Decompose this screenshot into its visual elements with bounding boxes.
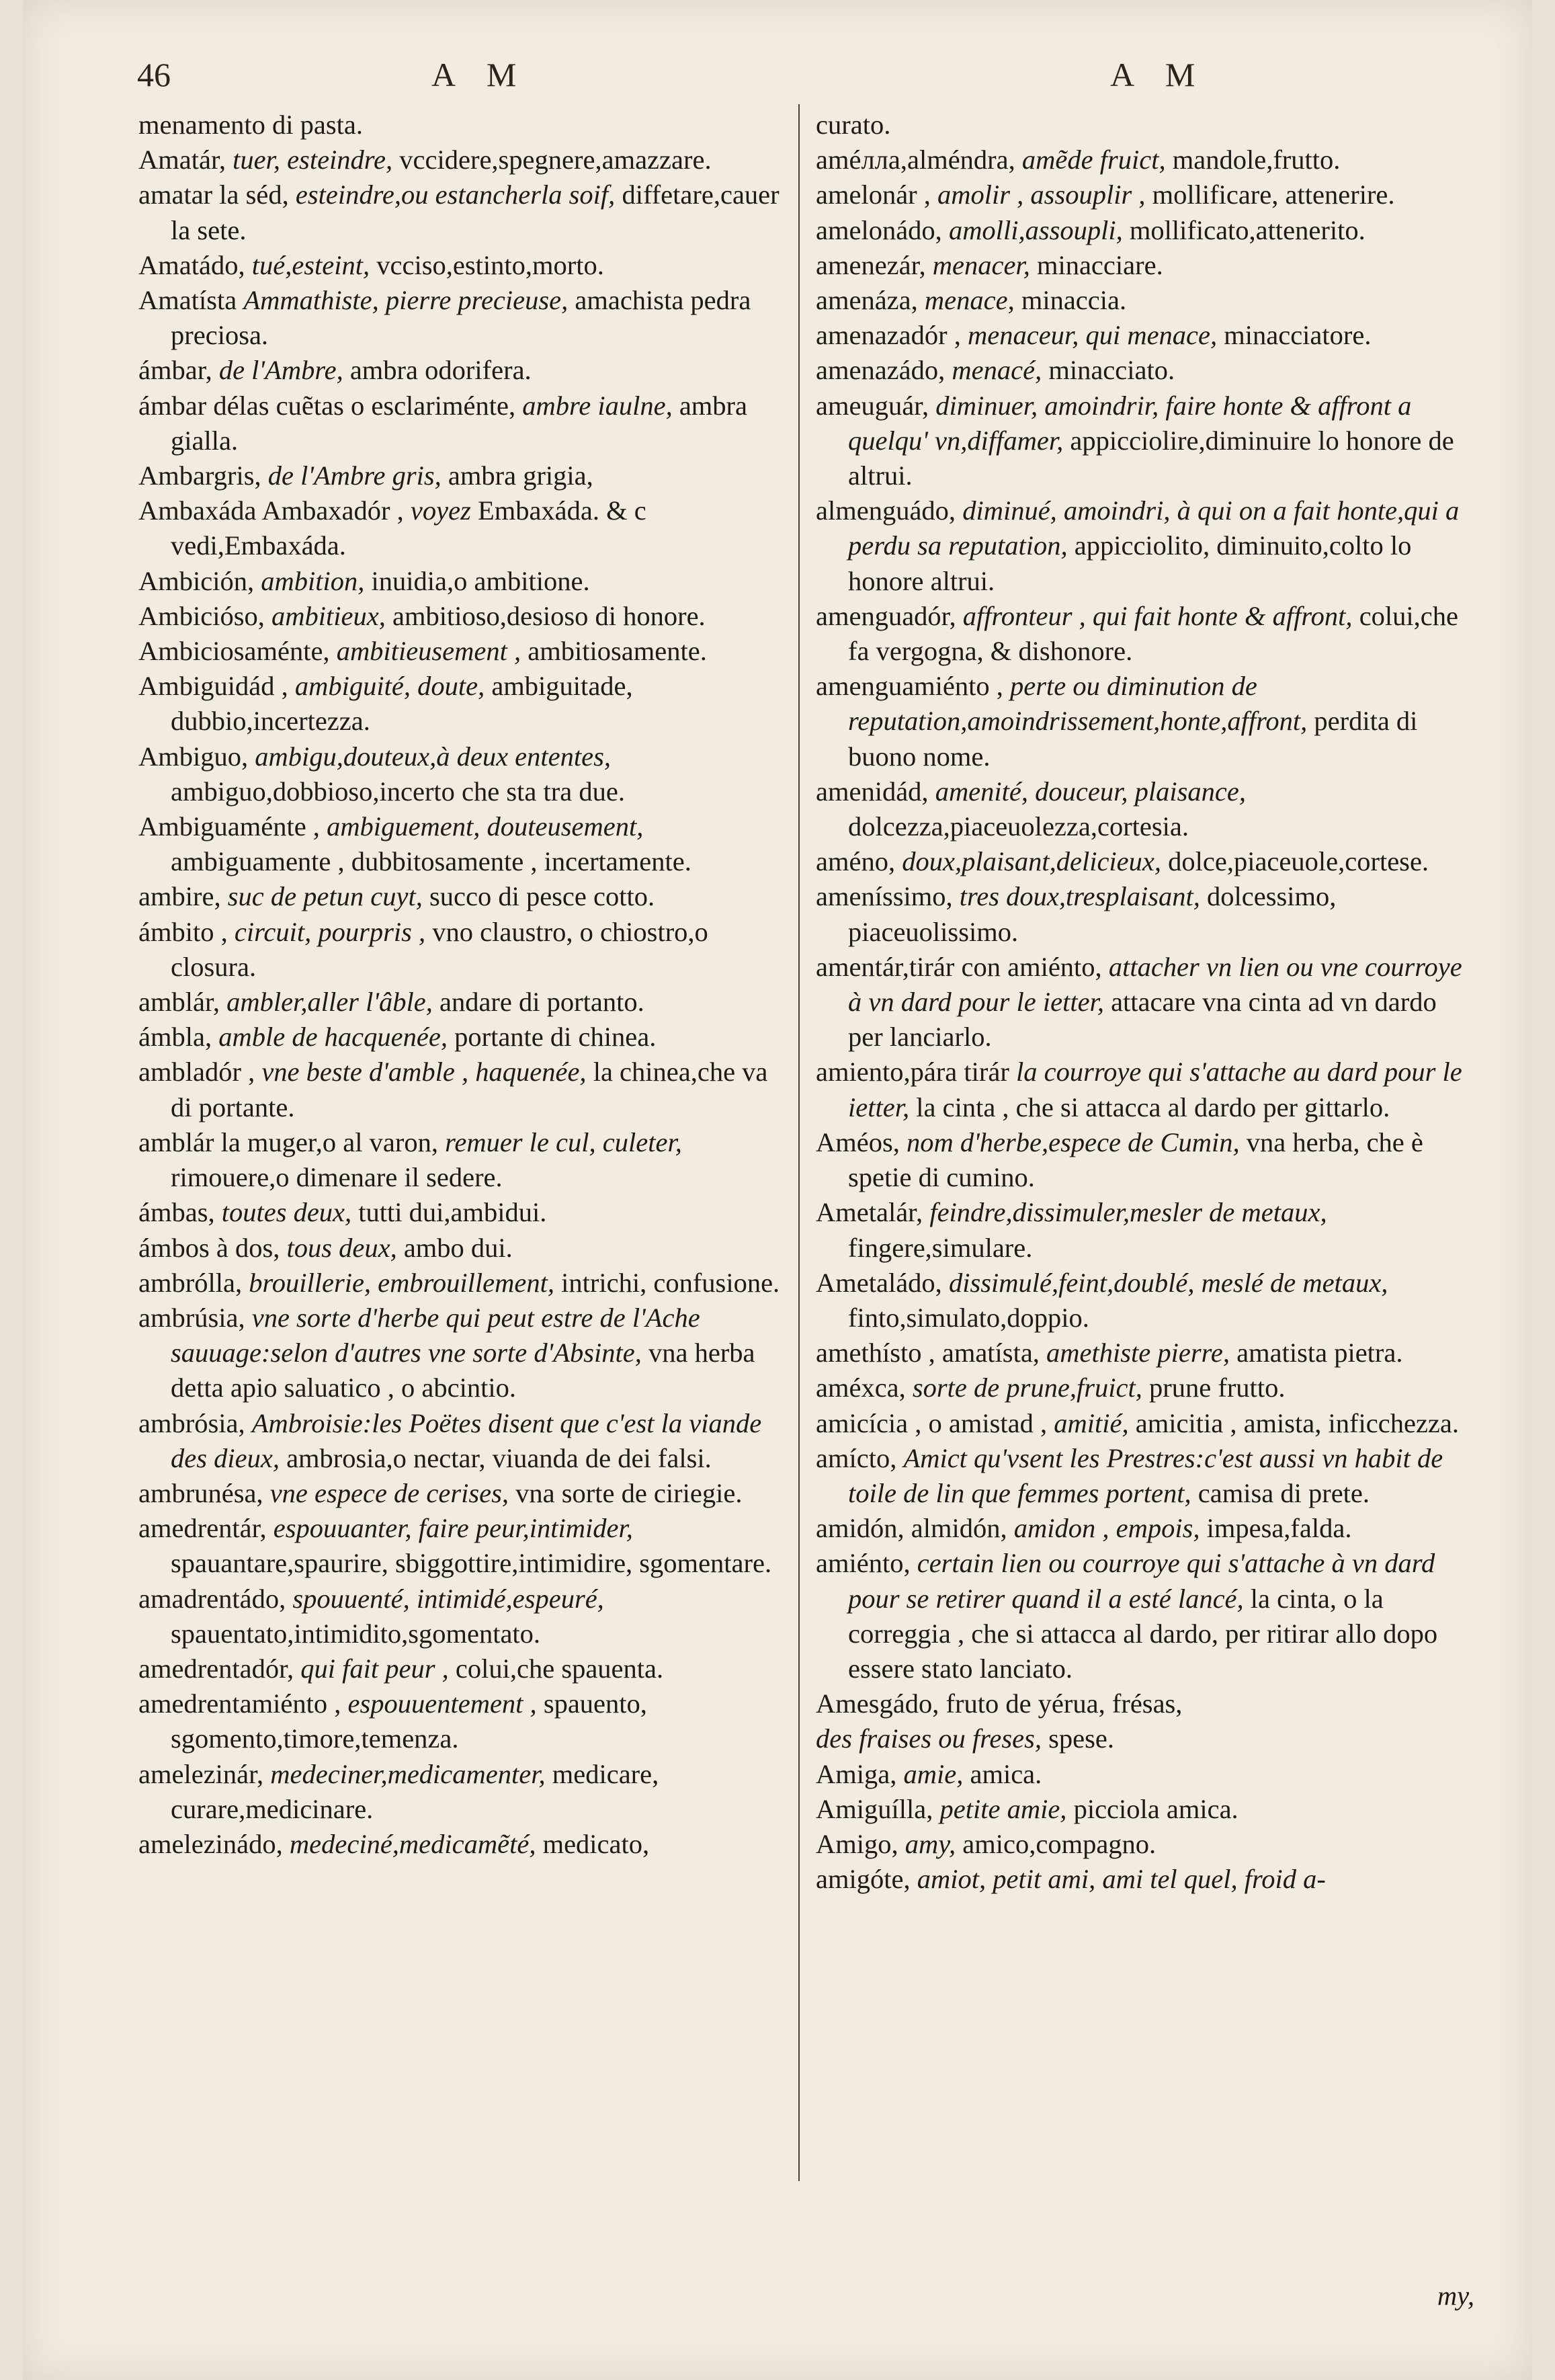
dictionary-entry [816, 844, 1474, 879]
entry-head: amicícia , o amistad , [816, 1407, 1048, 1438]
entry-it: minacciatore. [1224, 320, 1372, 351]
entry-it: spauento, sgomento,timore,temenza. [171, 1688, 647, 1754]
entry-it: ambra gialla. [171, 390, 748, 456]
entry-it: medicare, curare,medicinare. [171, 1758, 659, 1824]
entry-it: amicitia , amista, inficchezza. [1135, 1407, 1460, 1438]
entry-it: spauantare,spaurire, sbiggottire,intimidire, sgomentare. [171, 1548, 772, 1579]
dictionary-entry [816, 1336, 1474, 1370]
entry-head: Ambiguidád , [138, 671, 288, 702]
entry-fr: amolir , assouplir , [937, 179, 1146, 210]
page-number: 46 [137, 56, 171, 93]
entry-it: finto,simulato,doppio. [848, 1302, 1089, 1333]
entry-fr: doux,plaisant,delicieux, [902, 846, 1161, 877]
entry-head: améлла,alméndra, [816, 145, 1015, 175]
entry-fr: amble de hacquenée, [218, 1022, 448, 1053]
dictionary-entry [138, 1301, 784, 1406]
dictionary-entry [138, 1231, 784, 1266]
entry-head: amatar la séd, [138, 179, 289, 210]
entry-head: amedrentár, [138, 1513, 267, 1544]
entry-fr: ambre iaulne, [522, 390, 673, 421]
entry-head: amethísto , amatísta, [816, 1338, 1040, 1368]
entry-head: amblár, [138, 987, 220, 1018]
entry-fr: ambigu,douteux,à deux ententes, [255, 741, 611, 772]
entry-it: ambra odorifera. [349, 355, 532, 386]
entry-fr: amolli,assoupli, [948, 214, 1123, 245]
entry-it: minacciato. [1048, 355, 1175, 386]
entry-it: succo di pesce cotto. [429, 881, 655, 912]
entry-it: amica. [970, 1758, 1042, 1789]
entry-fr: menacer, [932, 249, 1030, 280]
entry-head: améxca, [816, 1372, 906, 1403]
entry-head: Ametalár, [816, 1197, 923, 1228]
entry-it: minacciare. [1036, 249, 1163, 280]
dictionary-entry [816, 108, 1474, 142]
dictionary-entry [138, 1651, 784, 1686]
entry-head: curato. [816, 110, 891, 140]
entry-head: Amiga, [816, 1758, 897, 1789]
entry-head: Amesgádo, [816, 1688, 939, 1719]
entry-head: Ambición, [138, 565, 255, 596]
column-divider [798, 104, 800, 2181]
left-column [138, 108, 784, 1862]
entry-it: ambo dui. [403, 1232, 513, 1263]
entry-fr: medeciné,medicamẽté, [289, 1828, 536, 1859]
entry-fr: feindre,dissimuler,mesler de metaux, [929, 1197, 1327, 1228]
entry-head: ameuguár, [816, 390, 929, 421]
entry-fr: petite amie, [939, 1793, 1067, 1824]
entry-fr: ambitieusement , [336, 636, 521, 667]
entry-it: la cinta , che si attacca al dardo per gittarlo. [916, 1092, 1390, 1122]
entry-head: Amatár, [138, 145, 226, 175]
entry-head: Ambiciosaménte, [138, 636, 330, 667]
entry-fr: amie, [903, 1758, 964, 1789]
entry-fr: vne sorte d'herbe qui peut estre de l'Ache sauuage:selon d'autres vne sorte d'Absinte, [171, 1302, 700, 1368]
dictionary-entry [816, 1686, 1474, 1721]
entry-head: ambire, [138, 881, 221, 912]
entry-fr: remuer le cul, culeter, [445, 1126, 682, 1157]
entry-head: amenazádo, [816, 355, 945, 386]
dictionary-entry [816, 142, 1474, 177]
entry-it: prune frutto. [1149, 1372, 1286, 1403]
entry-head: amelezinár, [138, 1758, 264, 1789]
entry-it: amico,compagno. [962, 1828, 1157, 1859]
dictionary-entry [816, 248, 1474, 283]
running-head-left: A M [431, 56, 529, 93]
entry-head: Ambicióso, [138, 600, 265, 631]
dictionary-entry [138, 634, 784, 669]
entry-it: vccidere,spegnere,amazzare. [399, 145, 712, 175]
dictionary-entry [138, 108, 784, 142]
entry-it: colui,che spauenta. [455, 1653, 664, 1684]
dictionary-entry [816, 1125, 1474, 1195]
entry-fr: tuer, esteindre, [233, 145, 393, 175]
dictionary-entry [816, 599, 1474, 669]
entry-head: amenezár, [816, 249, 926, 280]
running-head-right: A M [1110, 56, 1208, 93]
entry-head: ámbar, [138, 355, 212, 386]
dictionary-entry [138, 1406, 784, 1476]
dictionary-entry [138, 599, 784, 634]
entry-it: diffetare,cauer la sete. [171, 179, 780, 245]
entry-fr: menace, [924, 285, 1015, 316]
dictionary-entry [138, 809, 784, 879]
entry-fr: espouuentement , [347, 1688, 537, 1719]
entry-fr: medeciner,medicamenter, [270, 1758, 546, 1789]
dictionary-entry [138, 1266, 784, 1301]
entry-it: perdita di buono nome. [848, 706, 1418, 772]
entry-head: amedrentamiénto , [138, 1688, 341, 1719]
entry-fr: dissimulé,feint,doublé, meslé de metaux, [948, 1267, 1388, 1298]
entry-fr: vne espece de cerises, [269, 1477, 509, 1508]
dictionary-entry [816, 1511, 1474, 1546]
dictionary-entry [816, 1441, 1474, 1511]
entry-it: ambiguamente , dubbitosamente , incertamente. [171, 846, 691, 877]
entry-head: amenáza, [816, 285, 918, 316]
dictionary-entry [816, 493, 1474, 599]
entry-it: mandole,frutto. [1172, 145, 1341, 175]
entry-it: ambiguo,dobbioso,incerto che sta tra due. [171, 776, 625, 807]
entry-head: ámbar délas cuẽtas o esclariménte, [138, 390, 516, 421]
entry-it: fingere,simulare. [848, 1232, 1033, 1263]
entry-it: ambiguitade, dubbio,incertezza. [171, 671, 633, 737]
entry-fr: spouuenté, intimidé,espeuré, [292, 1583, 604, 1614]
entry-fr: de l'Ambre gris, [267, 460, 442, 491]
dictionary-entry [816, 213, 1474, 248]
dictionary-entry [816, 1370, 1474, 1405]
dictionary-entry [138, 248, 784, 283]
entry-head: Ambaxáda Ambaxadór , [138, 495, 404, 526]
dictionary-entry [138, 493, 784, 563]
dictionary-entry [138, 388, 784, 458]
entry-fr: ambition, [261, 565, 365, 596]
entry-head: amelezinádo, [138, 1828, 283, 1859]
dictionary-entry [138, 1582, 784, 1651]
dictionary-entry [138, 1476, 784, 1511]
entry-head: amigóte, [816, 1864, 911, 1895]
dictionary-entry [816, 1546, 1474, 1686]
dictionary-entry [816, 1266, 1474, 1336]
dictionary-entry [816, 1757, 1474, 1792]
entry-it: tutti dui,ambidui. [358, 1197, 547, 1228]
right-column [816, 108, 1474, 1897]
entry-it: ambrosia,o nectar, viuanda de dei falsi. [286, 1442, 712, 1473]
entry-head: amiénto, [816, 1548, 911, 1579]
entry-it: inuidia,o ambitione. [371, 565, 590, 596]
dictionary-entry [816, 669, 1474, 774]
entry-fr: de l'Ambre, [218, 355, 343, 386]
entry-fr: perte ou diminution de reputation,amoindrissement,honte,affront, [848, 671, 1308, 737]
entry-fr: menaceur, qui menace, [968, 320, 1218, 351]
dictionary-entry [138, 142, 784, 177]
entry-it: picciola amica. [1073, 1793, 1238, 1824]
dictionary-entry [816, 283, 1474, 318]
entry-head: Amatádo, [138, 249, 245, 280]
entry-head: ambrúsia, [138, 1302, 245, 1333]
entry-it: amachista pedra preciosa. [171, 285, 751, 351]
entry-fr: menacé, [952, 355, 1042, 386]
entry-it: vna herba, che è spetie di cumino. [848, 1126, 1423, 1193]
entry-it: la chinea,che va di portante. [171, 1057, 768, 1122]
dictionary-entry [138, 1020, 784, 1055]
dictionary-entry [816, 177, 1474, 212]
entry-fr: amy, [905, 1828, 956, 1859]
entry-fr: diminuer, amoindrir, faire honte & affront a quelqu' vn,diffamer, [848, 390, 1412, 456]
dictionary-entry [138, 1125, 784, 1195]
entry-fr: ambiguité, doute, [294, 671, 485, 702]
entry-fr: des fraises ou freses, [816, 1723, 1042, 1754]
dictionary-entry [816, 774, 1474, 844]
entry-fr: la courroye qui s'attache au dard pour le ietter, [848, 1057, 1462, 1122]
entry-head: ambrunésa, [138, 1477, 263, 1508]
dictionary-entry [816, 318, 1474, 353]
entry-it: rimouere,o dimenare il sedere. [171, 1162, 503, 1193]
entry-head: Ambargris, [138, 460, 261, 491]
dictionary-entry [816, 1862, 1474, 1897]
entry-fr: Amict qu'vsent les Prestres:c'est aussi vn habit de toile de lin que femmes portent, [848, 1442, 1443, 1508]
entry-it: intrichi, confusione. [561, 1267, 780, 1298]
entry-it: vcciso,estinto,morto. [376, 249, 604, 280]
entry-head: ambladór , [138, 1057, 255, 1088]
dictionary-entry [138, 1055, 784, 1124]
entry-head: Ametaládo, [816, 1267, 942, 1298]
entry-head: Amiguílla, [816, 1793, 933, 1824]
entry-fr: amitié, [1054, 1407, 1129, 1438]
dictionary-entry [816, 353, 1474, 388]
entry-it: la cinta, o la correggia , che si attacca al dardo, per ritirar allo dopo essere stato lanciato. [848, 1583, 1438, 1684]
dictionary-entry [138, 1195, 784, 1230]
dictionary-entry [138, 283, 784, 353]
entry-fr: toutes deux, [221, 1197, 352, 1228]
entry-head: amenguadór, [816, 600, 956, 631]
entry-head: almenguádo, [816, 495, 956, 526]
dictionary-entry [816, 1406, 1474, 1441]
entry-head: ameníssimo, [816, 881, 953, 912]
entry-it: amatista pietra. [1236, 1338, 1403, 1368]
entry-it: camisa di prete. [1197, 1477, 1370, 1508]
entry-fr: amethiste pierre, [1046, 1338, 1230, 1368]
entry-it: medicato, [542, 1828, 650, 1859]
dictionary-entry [138, 739, 784, 809]
entry-fr: tous deux, [286, 1232, 397, 1263]
entry-head: amenazadór , [816, 320, 961, 351]
dictionary-entry [138, 1827, 784, 1862]
entry-fr: esteindre,ou estancherla soif, [295, 179, 616, 210]
entry-fr: amidon , empois, [1013, 1513, 1200, 1544]
entry-head: ámbas, [138, 1197, 215, 1228]
dictionary-entry [816, 1792, 1474, 1827]
entry-fr: sorte de prune,fruict, [912, 1372, 1142, 1403]
entry-fr: certain lien ou courroye qui s'attache à vn dard pour se retirer quand il a esté lancé, [848, 1548, 1435, 1614]
entry-it: dolce,piaceuole,cortese. [1168, 846, 1429, 877]
entry-head: amiento,pára tirár [816, 1057, 1009, 1088]
dictionary-entry [816, 1827, 1474, 1862]
entry-it: mollificare, attenerire. [1152, 179, 1395, 210]
entry-it: appicciolire,diminuire lo honore de altrui. [848, 425, 1454, 491]
entry-fr: ambiguement, douteusement, [327, 811, 644, 842]
entry-it: spese. [1048, 1723, 1114, 1754]
entry-it: dolcessimo, piaceuolissimo. [848, 881, 1337, 947]
entry-head: ambrósia, [138, 1407, 245, 1438]
entry-it: vna sorte de ciriegie. [515, 1477, 743, 1508]
entry-head: amidón, almidón, [816, 1513, 1007, 1544]
entry-head: amícto, [816, 1442, 897, 1473]
entry-head: Amatísta [138, 285, 237, 316]
dictionary-entry [816, 388, 1474, 494]
entry-fr: amiot, petit ami, ami tel quel, froid a- [917, 1864, 1326, 1895]
entry-fr: Ammathiste, pierre precieuse, [243, 285, 569, 316]
entry-it: minaccia. [1021, 285, 1127, 316]
entry-head: amentár,tirár con amiénto, [816, 951, 1102, 982]
dictionary-entry [138, 564, 784, 599]
entry-it: attacare vna cinta ad vn dardo per lanciarlo. [848, 987, 1437, 1053]
entry-fr: amẽde fruict, [1021, 145, 1166, 175]
dictionary-entry [816, 950, 1474, 1055]
entry-head: amelonár , [816, 179, 931, 210]
entry-head: ámbla, [138, 1022, 212, 1053]
dictionary-entry [138, 177, 784, 247]
entry-fr: espouuanter, faire peur,intimider, [273, 1513, 633, 1544]
entry-fr: vne beste d'amble , haquenée, [261, 1057, 587, 1088]
entry-it: fruto de yérua, frésas, [945, 1688, 1183, 1719]
catchword-box [816, 2277, 1474, 2313]
dictionary-entry [138, 669, 784, 739]
entry-fr: qui fait peur , [300, 1653, 449, 1684]
entry-head: amenguamiénto , [816, 671, 1003, 702]
dictionary-entry [816, 1055, 1474, 1124]
entry-head: amblár la muger,o al varon, [138, 1126, 438, 1157]
entry-fr: tres doux,tresplaisant, [959, 881, 1200, 912]
entry-fr: tué,esteint, [251, 249, 370, 280]
entry-it: Embaxáda. & c vedi,Embaxáda. [171, 495, 646, 561]
entry-head: ámbos à dos, [138, 1232, 280, 1263]
entry-head: amenidád, [816, 776, 929, 807]
entry-fr: suc de petun cuyt, [227, 881, 423, 912]
entry-head: Améos, [816, 1126, 900, 1157]
dictionary-entry [138, 879, 784, 914]
entry-fr: voyez [410, 495, 471, 526]
entry-it: portante di chinea. [454, 1022, 657, 1053]
entry-it: spauentato,intimidito,sgomentato. [171, 1618, 541, 1649]
entry-head: ámbito , [138, 916, 228, 947]
catchword: my, [1437, 2281, 1474, 2311]
entry-fr: ambler,aller l'âble, [226, 987, 433, 1018]
dictionary-entry [138, 1686, 784, 1756]
entry-it: vno claustro, o chiostro,o closura. [171, 916, 708, 982]
entry-it: impesa,falda. [1206, 1513, 1352, 1544]
entry-head: Ambiguo, [138, 741, 249, 772]
entry-it: colui,che fa vergogna, & dishonore. [848, 600, 1458, 667]
entry-fr: ambitieux, [271, 600, 386, 631]
entry-it: dolcezza,piaceuolezza,cortesia. [848, 811, 1189, 842]
entry-head: Ambiguaménte , [138, 811, 320, 842]
dictionary-entry [816, 1721, 1474, 1756]
dictionary-entry [138, 915, 784, 985]
dictionary-entry [816, 1195, 1474, 1265]
entry-head: Amigo, [816, 1828, 898, 1859]
book-page [23, 0, 1532, 2380]
entry-fr: diminué, amoindri, à qui on a fait honte,qui a perdu sa reputation, [848, 495, 1460, 561]
entry-head: amelonádo, [816, 214, 942, 245]
entry-it: ambra grigia, [448, 460, 593, 491]
dictionary-entry [816, 879, 1474, 949]
entry-fr: circuit, pourpris , [234, 916, 426, 947]
entry-fr: brouillerie, embrouillement, [249, 1267, 554, 1298]
entry-it: mollificato,attenerito. [1129, 214, 1365, 245]
entry-it: vna herba detta apio saluatico , o abcintio. [171, 1338, 755, 1403]
entry-it: ambitioso,desioso di honore. [392, 600, 706, 631]
dictionary-entry [138, 985, 784, 1020]
dictionary-entry [138, 1511, 784, 1581]
entry-it: appicciolito, diminuito,colto lo honore altrui. [848, 530, 1412, 596]
entry-fr: Ambroisie:les Poëtes disent que c'est la viande des dieux, [171, 1407, 762, 1473]
entry-it: andare di portanto. [439, 987, 644, 1018]
entry-it: ambitiosamente. [528, 636, 707, 667]
entry-head: ambrólla, [138, 1267, 243, 1298]
entry-fr: amenité, douceur, plaisance, [935, 776, 1246, 807]
entry-fr: attacher vn lien ou vne courroye à vn dard pour le ietter, [848, 951, 1462, 1018]
dictionary-entry [138, 458, 784, 493]
entry-fr: nom d'herbe,espece de Cumin, [907, 1126, 1240, 1157]
entry-head: amedrentadór, [138, 1653, 294, 1684]
entry-head: améno, [816, 846, 896, 877]
entry-head: menamento di pasta. [138, 110, 364, 140]
entry-head: amadrentádo, [138, 1583, 286, 1614]
dictionary-entry [138, 353, 784, 388]
dictionary-entry [138, 1757, 784, 1827]
entry-fr: affronteur , qui fait honte & affront, [962, 600, 1353, 631]
